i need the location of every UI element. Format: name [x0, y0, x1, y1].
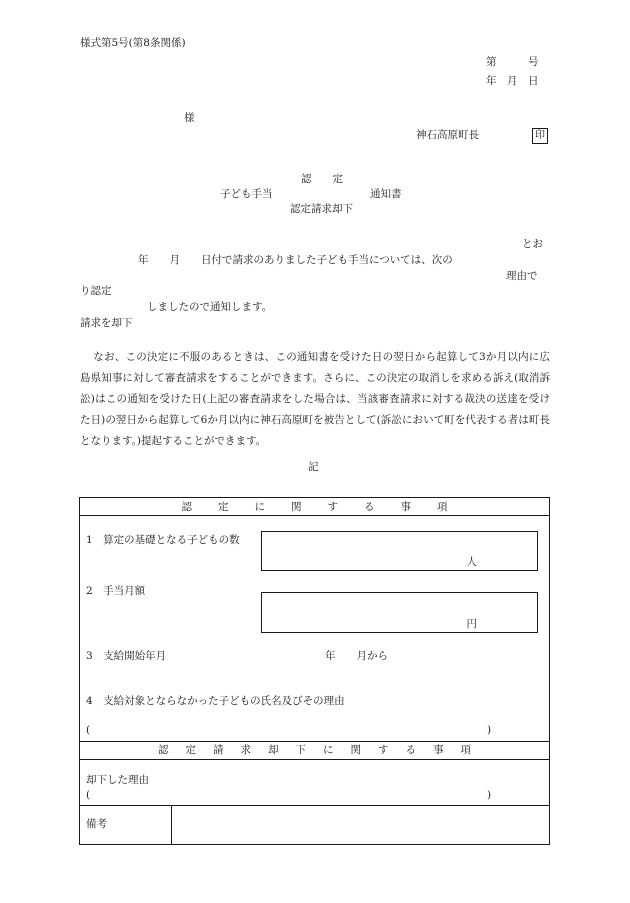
title-reject: 認定請求却下 [290, 203, 353, 215]
item1-label: 1 算定の基礎となる子どもの数 [86, 534, 240, 546]
form-number: 様式第5号(第8条関係) [80, 37, 186, 49]
section2-char: 項 [460, 744, 471, 756]
section2-char: 定 [185, 744, 196, 756]
title-allowance: 子ども手当 [220, 188, 273, 200]
appeal-notice: なお、この決定に不服のあるときは、この通知書を受けた日の翌日から起算して3か月以内に広島県知事に対して審査請求をすることができます。さらに、この決定の取消しを求める訴え(取消訴訟)はこの通知を受けた日(上記の審査請求をした場合は、当該審査請求に対する裁決の送達を受けた日)の翌日から起算して6か月以内に神石高原町を被告として(訴訟において町を代表する者は町長となります。)提起することができます。 [80, 351, 550, 447]
item2-label: 2 手当月額 [86, 585, 146, 597]
body-reason: 理由で [506, 270, 538, 282]
item2-box [261, 592, 538, 633]
title-notice: 通知書 [370, 188, 402, 200]
section2-char: る [405, 744, 416, 756]
seal-text: 印 [532, 128, 548, 144]
addressee-suffix: 様 [184, 112, 195, 124]
section1-char: す [327, 501, 338, 513]
item2-unit: 円 [466, 617, 477, 630]
reject-paren-close: ) [487, 789, 492, 801]
item3-label: 3 支給開始年月 [86, 650, 167, 662]
body-reject: 請求を却下 [80, 317, 133, 329]
body-date-line: 年 月 日付で請求のありました子ども手当については、次の [138, 254, 453, 266]
section2-char: す [378, 744, 389, 756]
body-to: とお [522, 238, 543, 250]
sender-name: 神石高原町長 [416, 129, 479, 141]
section2-char: 請 [213, 744, 224, 756]
section1-char: る [364, 501, 375, 513]
item1-box [261, 531, 538, 571]
table-divider [80, 515, 549, 516]
reject-reason-label: 却下した理由 [86, 774, 149, 786]
section1-char: 定 [218, 501, 229, 513]
section1-char: に [254, 501, 265, 513]
section1-char: 関 [291, 501, 302, 513]
seal-mark [532, 128, 548, 144]
item4-label: 4 支給対象とならなかった子どもの氏名及びその理由 [86, 695, 345, 707]
remarks-divider [171, 806, 172, 845]
section-approval-title [80, 502, 549, 513]
reject-paren-open: ( [86, 789, 91, 801]
item4-paren-open: ( [86, 724, 91, 736]
item4-paren-close: ) [487, 724, 492, 736]
title-approve: 認 定 [301, 173, 343, 185]
item1-unit: 人 [466, 555, 477, 568]
table-divider [80, 759, 549, 760]
document-date-label: 年 月 日 [486, 75, 539, 87]
section2-char: 事 [433, 744, 444, 756]
section2-char: 関 [350, 744, 361, 756]
section2-char: 認 [158, 744, 169, 756]
item3-value: 年 月から [325, 650, 388, 662]
table-divider [80, 741, 549, 742]
record-label: 記 [308, 461, 319, 473]
section2-char: 却 [268, 744, 279, 756]
details-table [79, 497, 550, 845]
section1-char: 事 [400, 501, 411, 513]
section2-char: 下 [295, 744, 306, 756]
section1-char: 項 [437, 501, 448, 513]
table-divider [80, 805, 549, 806]
document-number-label: 第 号 [486, 56, 539, 68]
body-notify: しましたので通知します。 [147, 301, 273, 313]
body-approve: り認定 [80, 285, 112, 297]
section2-char: に [323, 744, 334, 756]
remarks-label: 備考 [86, 818, 107, 830]
section-rejection-title [80, 745, 549, 756]
section2-char: 求 [240, 744, 251, 756]
section1-char: 認 [181, 501, 192, 513]
